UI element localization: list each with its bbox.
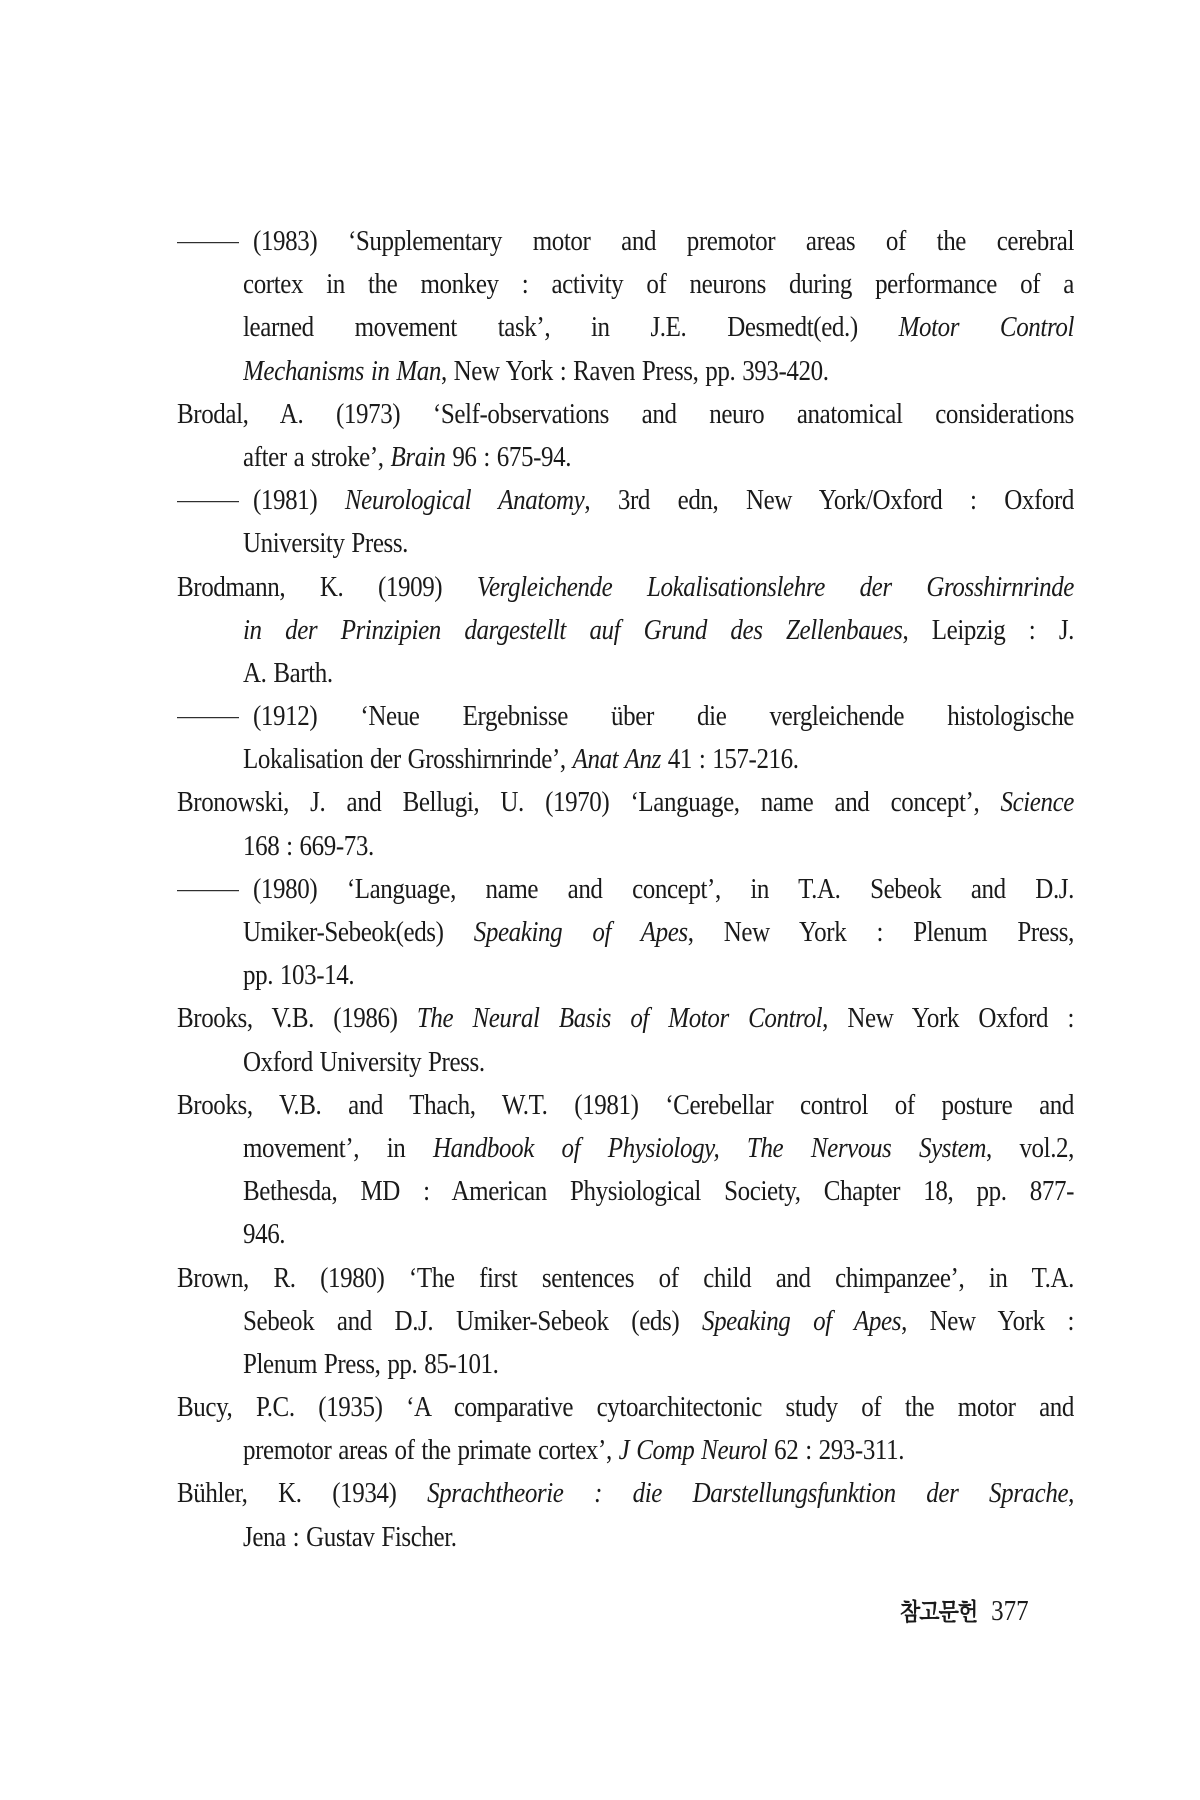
page-number: 377 xyxy=(991,1596,1029,1628)
reference-text: Bühler, K. (1934) xyxy=(177,1478,428,1510)
reference-text: Brodmann, K. (1909) xyxy=(177,571,477,603)
reference-text: Bucy, P.C. (1935) ‘A comparative cytoarchitectonic study of the motor and xyxy=(177,1392,1074,1424)
reference-text: (1981) xyxy=(253,485,345,517)
reference-text: Oxford University Press. xyxy=(243,1046,485,1078)
reference-entry xyxy=(177,868,1074,998)
reference-line xyxy=(243,1512,1074,1562)
reference-text: , New York Oxford : xyxy=(822,1003,1074,1035)
reference-text: (1980) ‘Language, name and concept’, in T.A. Sebeok and D.J. xyxy=(253,873,1074,905)
reference-line xyxy=(177,1081,1074,1131)
reference-text: premotor areas of the primate cortex’, xyxy=(243,1435,619,1467)
reference-line xyxy=(243,519,1074,569)
ditto-dash xyxy=(177,242,239,244)
reference-text: after a stroke’, xyxy=(243,441,391,473)
reference-text: , New York : xyxy=(901,1305,1074,1337)
reference-text: Brooks, V.B. and Thach, W.T. (1981) ‘Cerebellar control of posture and xyxy=(177,1089,1074,1121)
section-title: 참고문헌 xyxy=(900,1598,978,1626)
reference-line xyxy=(177,994,1074,1044)
reference-text: Plenum Press, pp. 85-101. xyxy=(243,1348,499,1380)
title-italic: Motor Control xyxy=(898,312,1074,344)
ditto-dash xyxy=(177,889,239,891)
title-italic: Vergleichende Lokalisationslehre der Grosshirnrinde xyxy=(476,571,1074,603)
reference-text: pp. 103-14. xyxy=(243,960,355,992)
reference-text: movement’, in xyxy=(243,1132,433,1164)
reference-line xyxy=(177,390,1074,440)
title-italic: Speaking of Apes xyxy=(473,916,688,949)
reference-line xyxy=(243,1296,1074,1346)
reference-line xyxy=(243,346,1074,396)
reference-text: , Leipzig : J. xyxy=(902,614,1074,646)
reference-text: Brodal, A. (1973) ‘Self-observations and neuro anatomical considerations xyxy=(177,398,1074,430)
title-italic: Neurological Anatomy xyxy=(344,485,585,517)
reference-text: (1912) ‘Neue Ergebnisse über die vergleichende histologische xyxy=(253,701,1074,733)
reference-list xyxy=(177,220,1074,1559)
reference-text: , xyxy=(1068,1478,1074,1510)
reference-text: Bethesda, MD : American Physiological Society, Chapter 18, pp. 877- xyxy=(243,1176,1074,1208)
reference-text: A. Barth. xyxy=(243,657,333,689)
reference-line xyxy=(243,1037,1074,1087)
title-italic: Sprachtheorie : die Darstellungsfunktion der Sprache xyxy=(427,1478,1069,1510)
title-italic: Speaking of Apes xyxy=(701,1305,902,1337)
reference-text: learned movement task’, in J.E. Desmedt(ed.) xyxy=(243,312,899,344)
reference-text: 41 : 157-216. xyxy=(660,744,799,776)
reference-text: 96 : 675-94. xyxy=(445,441,572,473)
title-italic: Anat Anz xyxy=(572,744,661,776)
title-italic: The Neural Basis of Motor Control xyxy=(416,1003,823,1035)
title-italic: Brain xyxy=(390,441,446,473)
reference-text: University Press. xyxy=(243,528,409,560)
reference-entry xyxy=(177,1257,1074,1387)
ditto-dash xyxy=(177,717,239,719)
reference-entry xyxy=(177,1084,1074,1257)
reference-entry xyxy=(177,695,1074,781)
reference-entry xyxy=(177,1472,1074,1558)
ditto-dash xyxy=(177,501,239,503)
reference-entry xyxy=(177,220,1074,393)
title-italic: in der Prinzipien dargestellt auf Grund des Zellenbaues xyxy=(243,614,903,646)
reference-text: , 3rd edn, New York/Oxford : Oxford xyxy=(584,485,1074,517)
page-footer xyxy=(900,1594,1029,1629)
title-italic: Handbook of Physiology, The Nervous System xyxy=(432,1132,986,1164)
reference-entry xyxy=(177,1386,1074,1472)
reference-line xyxy=(177,1469,1074,1519)
reference-text: Brown, R. (1980) ‘The first sentences of child and chimpanzee’, in T.A. xyxy=(177,1262,1074,1294)
reference-text: Bronowski, J. and Bellugi, U. (1970) ‘Language, name and concept’, xyxy=(177,787,1001,819)
reference-text: Brooks, V.B. (1986) xyxy=(177,1003,417,1035)
reference-line xyxy=(243,303,1074,353)
reference-entry xyxy=(177,781,1074,867)
reference-text: 946. xyxy=(243,1219,286,1251)
reference-text: cortex in the monkey : activity of neurons during performance of a xyxy=(243,269,1074,301)
reference-entry xyxy=(177,566,1074,696)
reference-entry xyxy=(177,479,1074,565)
reference-text: (1983) ‘Supplementary motor and premotor areas of the cerebral xyxy=(253,225,1074,258)
reference-text: Lokalisation der Grosshirnrinde’, xyxy=(243,744,573,776)
reference-text: Jena : Gustav Fischer. xyxy=(243,1521,457,1553)
reference-text: Sebeok and D.J. Umiker-Sebeok (eds) xyxy=(243,1305,702,1337)
reference-text: , New York : Raven Press, pp. 393-420. xyxy=(440,355,829,387)
reference-line xyxy=(177,778,1074,828)
reference-text: , vol.2, xyxy=(986,1132,1074,1164)
reference-text: 168 : 669-73. xyxy=(243,830,374,862)
reference-entry xyxy=(177,393,1074,479)
title-italic: Science xyxy=(1000,787,1074,819)
reference-line xyxy=(243,1210,1074,1260)
reference-text: , New York : Plenum Press, xyxy=(687,916,1074,949)
reference-line xyxy=(243,605,1074,655)
title-italic: Mechanisms in Man xyxy=(243,355,441,387)
reference-line xyxy=(243,821,1074,871)
reference-text: Umiker-Sebeok(eds) xyxy=(243,916,474,949)
title-italic: J Comp Neurol xyxy=(618,1435,768,1467)
reference-text: 62 : 293-311. xyxy=(767,1435,905,1467)
reference-line xyxy=(177,1253,1074,1303)
reference-line xyxy=(177,562,1074,612)
reference-entry xyxy=(177,997,1074,1083)
